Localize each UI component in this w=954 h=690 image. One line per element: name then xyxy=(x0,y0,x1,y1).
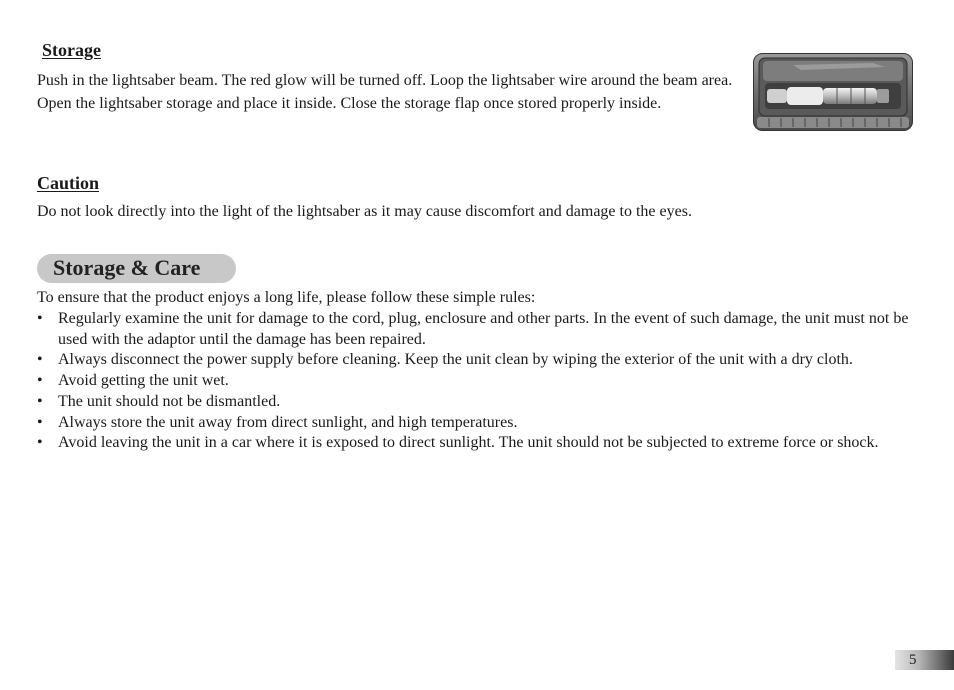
care-rules-list xyxy=(37,309,917,454)
page-number: 5 xyxy=(909,652,917,668)
caution-paragraph: Do not look directly into the light of the lightsaber as it may cause discomfort and damage to the eyes. xyxy=(37,203,692,220)
list-item-text: The unit should not be dismantled. xyxy=(58,392,281,410)
bullet-icon: • xyxy=(37,372,43,390)
list-item-text: Avoid getting the unit wet. xyxy=(58,372,229,390)
page-number-tab xyxy=(895,650,954,670)
storage-heading: Storage xyxy=(42,40,101,60)
list-item xyxy=(37,392,917,413)
list-item-text: Always store the unit away from direct sunlight, and high temperatures. xyxy=(58,413,518,431)
list-item xyxy=(37,413,917,434)
bullet-icon: • xyxy=(37,413,43,431)
list-item xyxy=(37,371,917,392)
list-item xyxy=(37,309,917,350)
lightsaber-storage-photo xyxy=(753,53,913,131)
bullet-icon: • xyxy=(37,392,43,410)
list-item xyxy=(37,350,917,371)
section-title: Storage & Care xyxy=(53,255,201,280)
section-title-banner xyxy=(37,254,236,283)
bullet-icon: • xyxy=(37,310,43,327)
list-item-text: Avoid leaving the unit in a car where it is exposed to direct sunlight. The unit should not be subjected to extreme force or shock. xyxy=(58,434,879,452)
care-intro: To ensure that the product enjoys a long life, please follow these simple rules: xyxy=(37,289,536,306)
bullet-icon: • xyxy=(37,351,43,369)
caution-heading: Caution xyxy=(37,173,100,193)
list-item-text: Always disconnect the power supply before cleaning. Keep the unit clean by wiping the exterior of the unit with a dry cloth. xyxy=(58,351,853,369)
list-item xyxy=(37,433,917,454)
storage-paragraph: Push in the lightsaber beam. The red glow will be turned off. Loop the lightsaber wire around the beam area. Open the lightsaber storage and place it inside. Close the storage flap once stored properly inside. xyxy=(37,72,733,112)
list-item-text: Regularly examine the unit for damage to the cord, plug, enclosure and other parts. In the event of such damage, the unit must not be used with the adaptor until the damage has been repaired. xyxy=(58,310,909,348)
bullet-icon: • xyxy=(37,434,43,452)
